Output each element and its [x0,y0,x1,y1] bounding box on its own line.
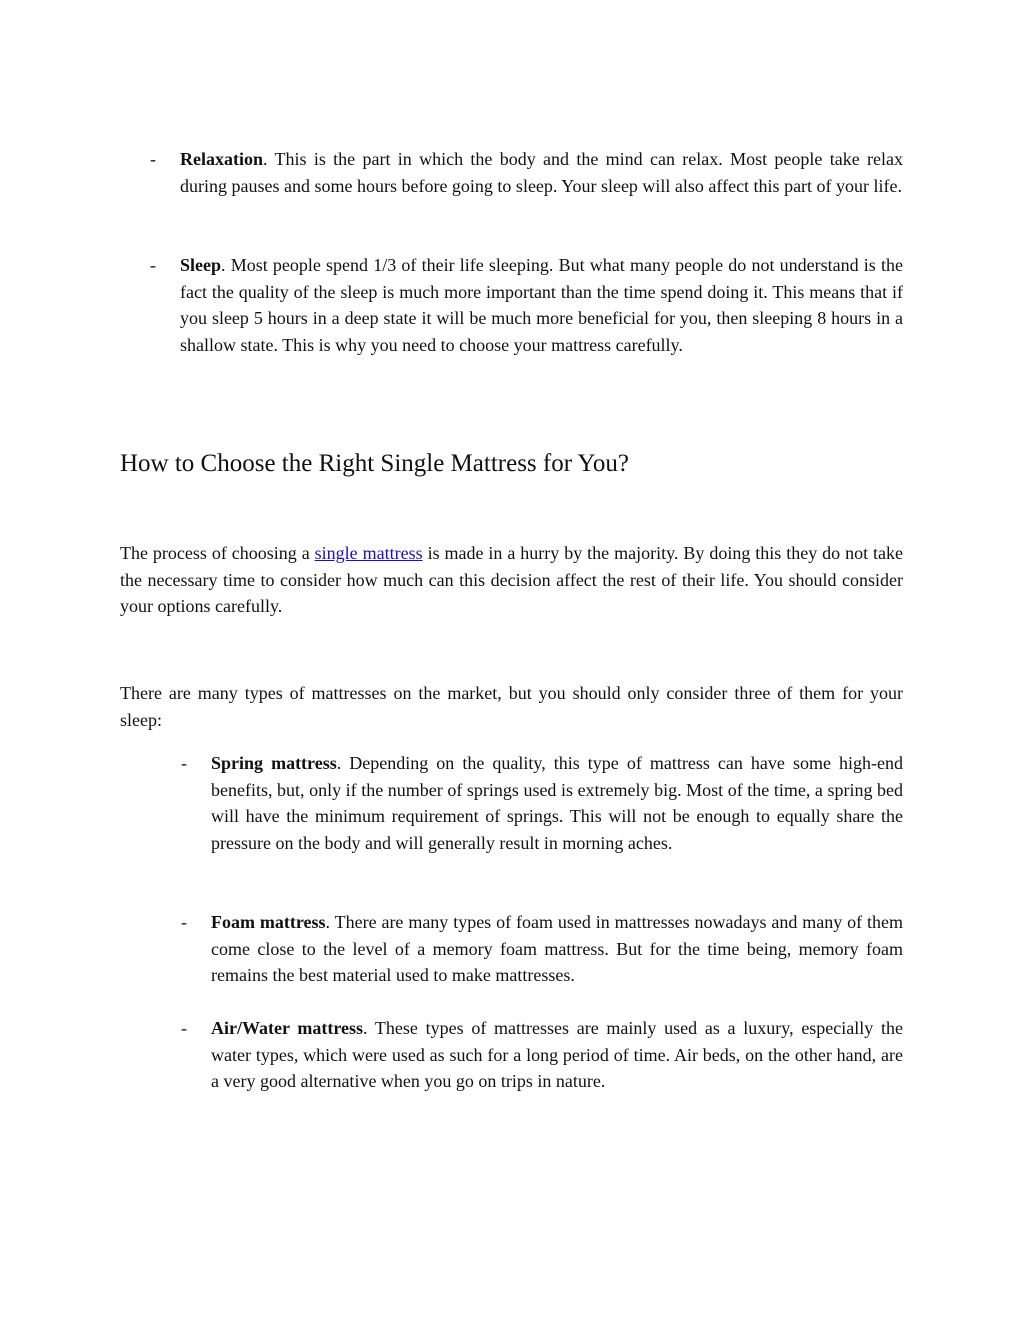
bullet-text [211,750,903,856]
section-heading: How to Choose the Right Single Mattress for You? [120,450,630,477]
bullet-body: . There are many types of foam used in mattresses nowadays and many of them come close to the level of a memory foam mattress. But for the time being, memory foam remains the best material used to make mattresses. [211,912,903,985]
bullet-spring-mattress [181,750,903,856]
bullet-relaxation [150,146,903,199]
bullet-text [211,1015,903,1095]
bullet-text [180,252,903,358]
bullet-text [211,909,903,989]
bullet-dash: - [181,912,187,932]
bullet-dash: - [150,149,156,169]
bullet-sleep [150,252,903,358]
bullet-body: . Most people spend 1/3 of their life sleeping. But what many people do not understand is the fact the quality of the sleep is much more important than the time spend doing it. This means that if you sleep 5 hours in a deep state it will be much more beneficial for you, then sleeping 8 hours in a shallow state. This is why you need to choose your mattress carefully. [180,255,903,355]
bullet-body: . This is the part in which the body and the mind can relax. Most people take relax during pauses and some hours before going to sleep. Your sleep will also affect this part of your life. [180,149,903,196]
single-mattress-link[interactable]: single mattress [314,543,423,563]
bullet-term: Relaxation [180,149,263,169]
types-intro-paragraph: There are many types of mattresses on the market, but you should only consider three of them for your sleep: [120,683,903,730]
bullet-body: . Depending on the quality, this type of mattress can have some high-end benefits, but, only if the number of springs used is extremely big. Most of the time, a spring bed will have the minimum requirement of springs. This will not be enough to equally share the pressure on the body and will generally result in morning aches. [211,753,903,853]
bullet-dash: - [181,753,187,773]
intro-after-link: is made in a hurry by the majority. By doing this they do not take the necessary time to consider how much can this decision affect the rest of their life. You should consider your options carefully. [120,543,904,616]
bullet-body: . These types of mattresses are mainly used as a luxury, especially the water types, which were used as such for a long period of time. Air beds, on the other hand, are a very good alternative when you go on trips in nature. [211,1018,903,1091]
bullet-air-water-mattress [181,1015,903,1095]
bullet-foam-mattress [181,909,903,989]
bullet-term: Foam mattress [211,912,326,932]
bullet-term: Spring mattress [211,753,337,773]
bullet-text [180,146,903,199]
bullet-dash: - [181,1018,187,1038]
bullet-term: Sleep [180,255,222,275]
bullet-dash: - [150,255,156,275]
intro-paragraph [120,540,903,620]
intro-before-link: The process of choosing a [120,543,315,563]
bullet-term: Air/Water mattress [211,1018,364,1038]
